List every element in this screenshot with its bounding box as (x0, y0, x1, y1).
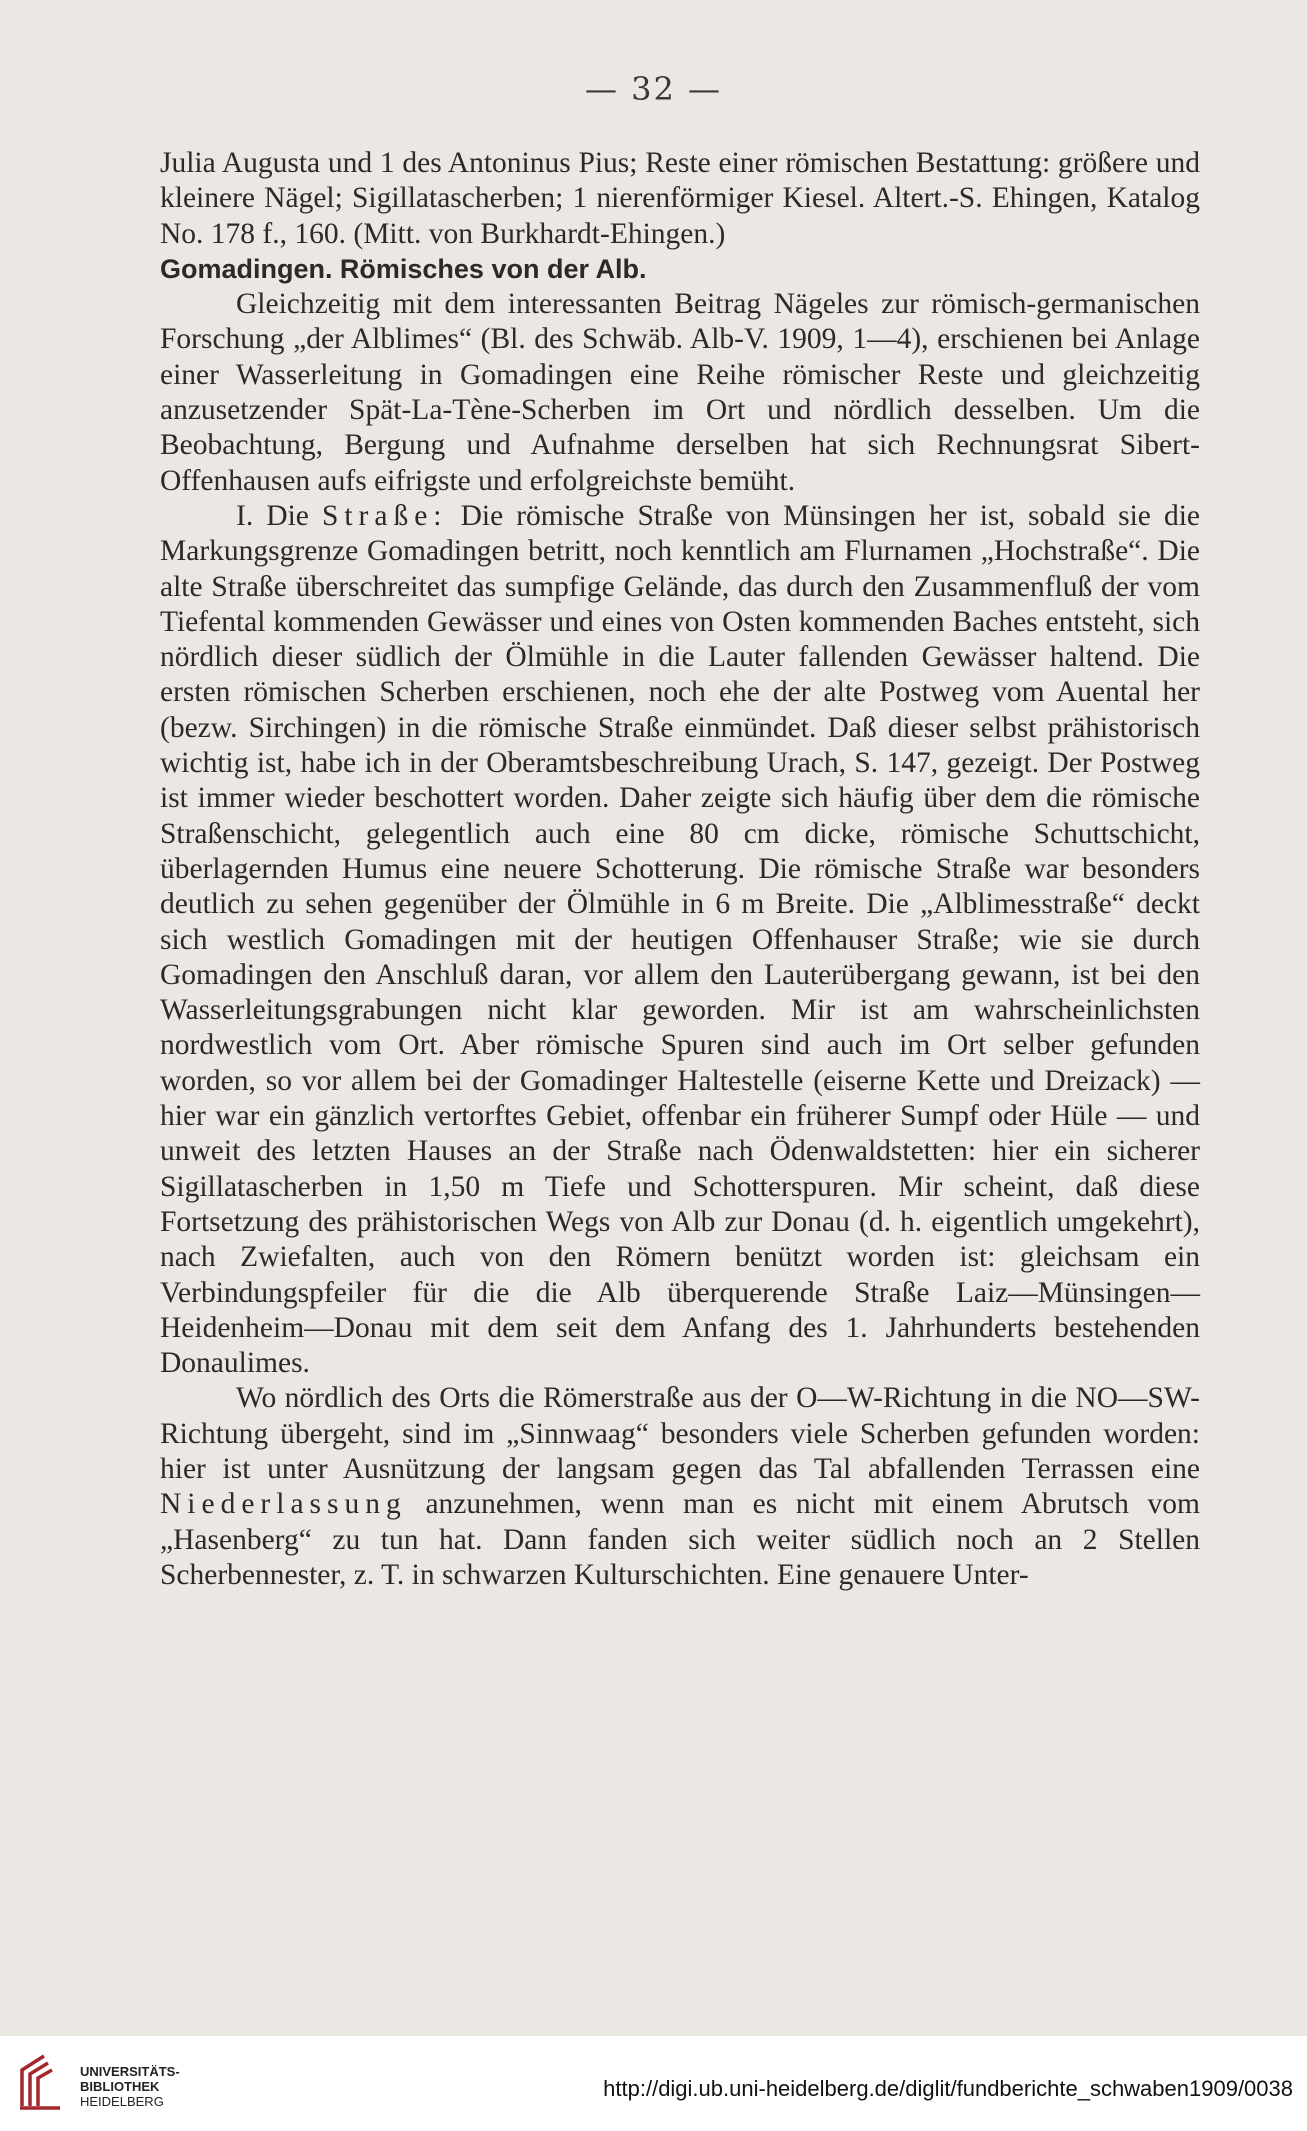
paragraph-2: Gleichzeitig mit dem interessanten Beitrag Nägeles zur römisch-germanischen Forschung „der Alblimes“ (Bl. des Schwäb. Alb-V. 1909, 1—4), erschienen bei Anlage einer Wasserleitung in Gomadingen eine Reihe römischer Reste und gleichzeitig anzusetzender Spät-La-Tène-Scherben im Ort und nördlich desselben. Um die Beobachtung, Bergung und Aufnahme derselben hat sich Rechnungsrat Sibert-Offenhausen aufs eifrigste und erfolgreichste bemüht. (160, 288, 1200, 497)
section-label: I. Die (236, 499, 309, 532)
heading-place: Gomadingen. (160, 253, 333, 284)
section-heading (160, 252, 1200, 287)
page-number: — 32 — (584, 70, 723, 108)
heading-title: Römisches von der Alb. (339, 253, 647, 284)
logo-line-3: HEIDELBERG (80, 2094, 164, 2109)
logo-line-1: UNIVERSITÄTS- (80, 2064, 180, 2079)
paragraph-4-text-a: Wo nördlich des Orts die Römerstraße aus der O—W-Richtung in die NO—SW-Richtung übergeht, sind im „Sinnwaag“ besonders viele Scherben gefunden worden: hier ist unter Ausnützung der langsam gegen das Tal abfallenden Terrassen eine (160, 1382, 1200, 1485)
paragraph-3-text: Die römische Straße von Münsingen her ist, sobald sie die Markungsgrenze Gomadingen betritt, noch kenntlich am Flurnamen „Hochstraße“. Die alte Straße überschreitet das sumpfige Gelände, das durch den Zusammenfluß der vom Tiefental kommenden Gewässer und eines von Osten kommenden Baches entsteht, sich nördlich dieser südlich der Ölmühle in die Lauter fallenden Gewässer haltend. Die ersten römischen Scherben erschienen, noch ehe der alte Postweg vom Auental her (bezw. Sirchingen) in die römische Straße einmündet. Daß dieser selbst prähistorisch wichtig ist, habe ich in der Oberamtsbeschreibung Urach, S. 147, gezeigt. Der Postweg ist immer wieder beschottert worden. Daher zeigte sich häufig über dem die römische Straßenschicht, gelegentlich auch eine 80 cm dicke, römische Schuttschicht, überlagernden Humus eine neuere Schotterung. Die römische Straße war besonders deutlich zu sehen gegenüber der Ölmühle in 6 m Breite. Die „Alblimesstraße“ deckt sich westlich Gomadingen mit der heutigen Offenhauser Straße; wie sie durch Gomadingen den Anschluß daran, vor allem den Lauterübergang gewann, ist bei den Wasserleitungsgrabungen nicht klar geworden. Mir ist am wahrscheinlichsten nordwestlich vom Ort. Aber römische Spuren sind auch im Ort selber gefunden worden, so vor allem bei der Gomadinger Haltestelle (eiserne Kette und Dreizack) — hier war ein gänzlich vertorftes Gebiet, offenbar ein früherer Sumpf oder Hüle — und unweit des letzten Hauses an der Straße nach Ödenwaldstetten: hier ein sicherer Sigillatascherben in 1,50 m Tiefe und Schotterspuren. Mir scheint, daß diese Fortsetzung des prähistorischen Wegs von Alb zur Donau (d. h. eigentlich umgekehrt), nach Zwiefalten, auch von den Römern benützt worden ist: gleichsam ein Verbindungspfeiler für die die Alb überquerende Straße Laiz—Münsingen—Heidenheim—Donau mit dem seit dem Anfang des 1. Jahrhunderts bestehenden Donaulimes. (160, 499, 1201, 1380)
library-logo-icon (14, 2050, 74, 2112)
section-label-spaced: Straße: (321, 499, 448, 532)
logo-line-2: BIBLIOTHEK (80, 2079, 160, 2094)
paragraph-4-spaced: Niederlassung (160, 1488, 407, 1521)
library-logo-text (80, 2064, 180, 2109)
paragraph-4-text-b: anzunehmen, wenn man es nicht mit einem Abrutsch vom „Hasenberg“ zu tun hat. Dann fanden sich weiter südlich noch an 2 Stellen Scherbennester, z. T. in schwarzen Kulturschichten. Eine genauere Unter- (160, 1488, 1200, 1591)
source-url[interactable]: http://digi.ub.uni-heidelberg.de/diglit/fundberichte_schwaben1909/0038 (603, 2076, 1293, 2101)
paragraph-3 (160, 499, 1200, 1381)
paragraph-4 (160, 1381, 1200, 1593)
body-text (160, 146, 1200, 1593)
paragraph-1: Julia Augusta und 1 des Antoninus Pius; Reste einer römischen Bestattung: größere und kleinere Nägel; Sigillatascherben; 1 nierenförmiger Kiesel. Altert.-S. Ehingen, Katalog No. 178 f., 160. (Mitt. von Burkhardt-Ehingen.) (160, 147, 1200, 250)
footer-bar (0, 2036, 1307, 2131)
